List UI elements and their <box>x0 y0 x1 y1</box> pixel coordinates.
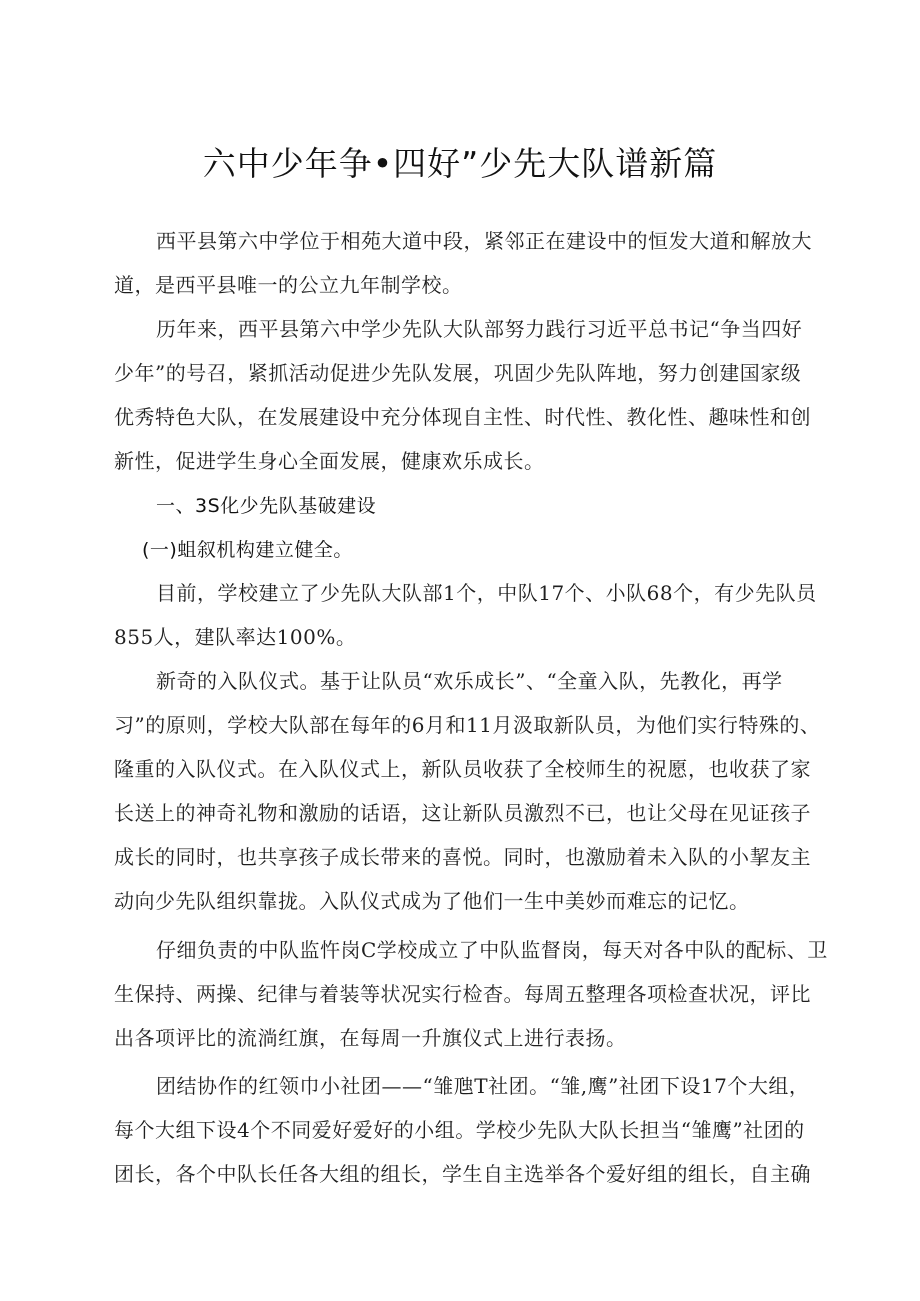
section-heading: 一、3S化少先队基破建设 <box>156 495 377 517</box>
paragraph-line: 动向少先队组织靠拢。入队仪式成为了他们一生中美妙而难忘的记忆。 <box>114 889 750 913</box>
paragraph-line: 团结协作的红领巾小社团——“雏虺T社团。“雏,鹰”社团下设17个大组， <box>156 1074 810 1098</box>
paragraph-line: 生保持、两操、纪律与着装等状况实行检杳。每周五整理各项检查状况，评比 <box>114 982 811 1006</box>
document-title: 六中少年争•四好”少先大队谱新篇 <box>202 144 718 183</box>
paragraph-line: 优秀特色大队，在发展建设中充分体现自主性、时代性、教化性、趣味性和创 <box>114 405 811 429</box>
paragraph-line: 仔细负责的中队监忤岗C学校成立了中队监督岗，每天对各中队的配标、卫 <box>156 938 828 962</box>
paragraph-line: 新奇的入队仪式。基于让队员“欢乐成长”、“全童入队，先教化，再学 <box>156 669 783 693</box>
paragraph-line: 成长的同时，也共享孩子成长带来的喜悦。同时，也激励着未入队的小挈友主 <box>114 845 811 869</box>
paragraph-line: 目前，学校建立了少先队大队部1个，中队17个、小队68个，有少先队员 <box>156 581 817 605</box>
paragraph-line: 团长，各个中队长任各大组的组长，学生自主选举各个爱好组的组长，自主确 <box>114 1162 811 1186</box>
paragraph-line: 习”的原则，学校大队部在每年的6月和11月汲取新队员，为他们实行特殊的、 <box>114 713 821 737</box>
paragraph-line: 855人，建队率达100%。 <box>114 625 357 649</box>
paragraph-line: 少年”的号召，紧抓活动促进少先队发展，巩固少先队阵地，努力创建国家级 <box>114 361 802 385</box>
paragraph-line: 隆重的入队仪式。在入队仪式上，新队员收获了全校师生的祝愿，也收获了家 <box>114 757 811 781</box>
paragraph-line: 历年来，西平县第六中学少先队大队部努力践行习近平总书记“争当四好 <box>156 317 803 341</box>
paragraph-line: 出各项评比的流淌红旗，在每周一升旗仪式上进行表扬。 <box>114 1026 627 1050</box>
paragraph-line: 新性，促进学生身心全面发展，健康欢乐成长。 <box>114 449 545 473</box>
paragraph-line: 长送上的神奇礼物和激励的话语，这让新队员激烈不已，也让父母在见证孩子 <box>114 801 811 825</box>
paragraph-line: 西平县第六中学位于相苑大道中段，紧邻正在建设中的恒发大道和解放大 <box>156 229 812 253</box>
paragraph-line: 每个大组下设4个不同爱好爱好的小组。学校少先队大队长担当“雏鹰”社团的 <box>114 1118 805 1142</box>
paragraph-line: 道，是西平县唯一的公立九年制学校。 <box>114 273 463 297</box>
subsection-heading: (一)蛆叙机构建立健全。 <box>142 539 353 561</box>
